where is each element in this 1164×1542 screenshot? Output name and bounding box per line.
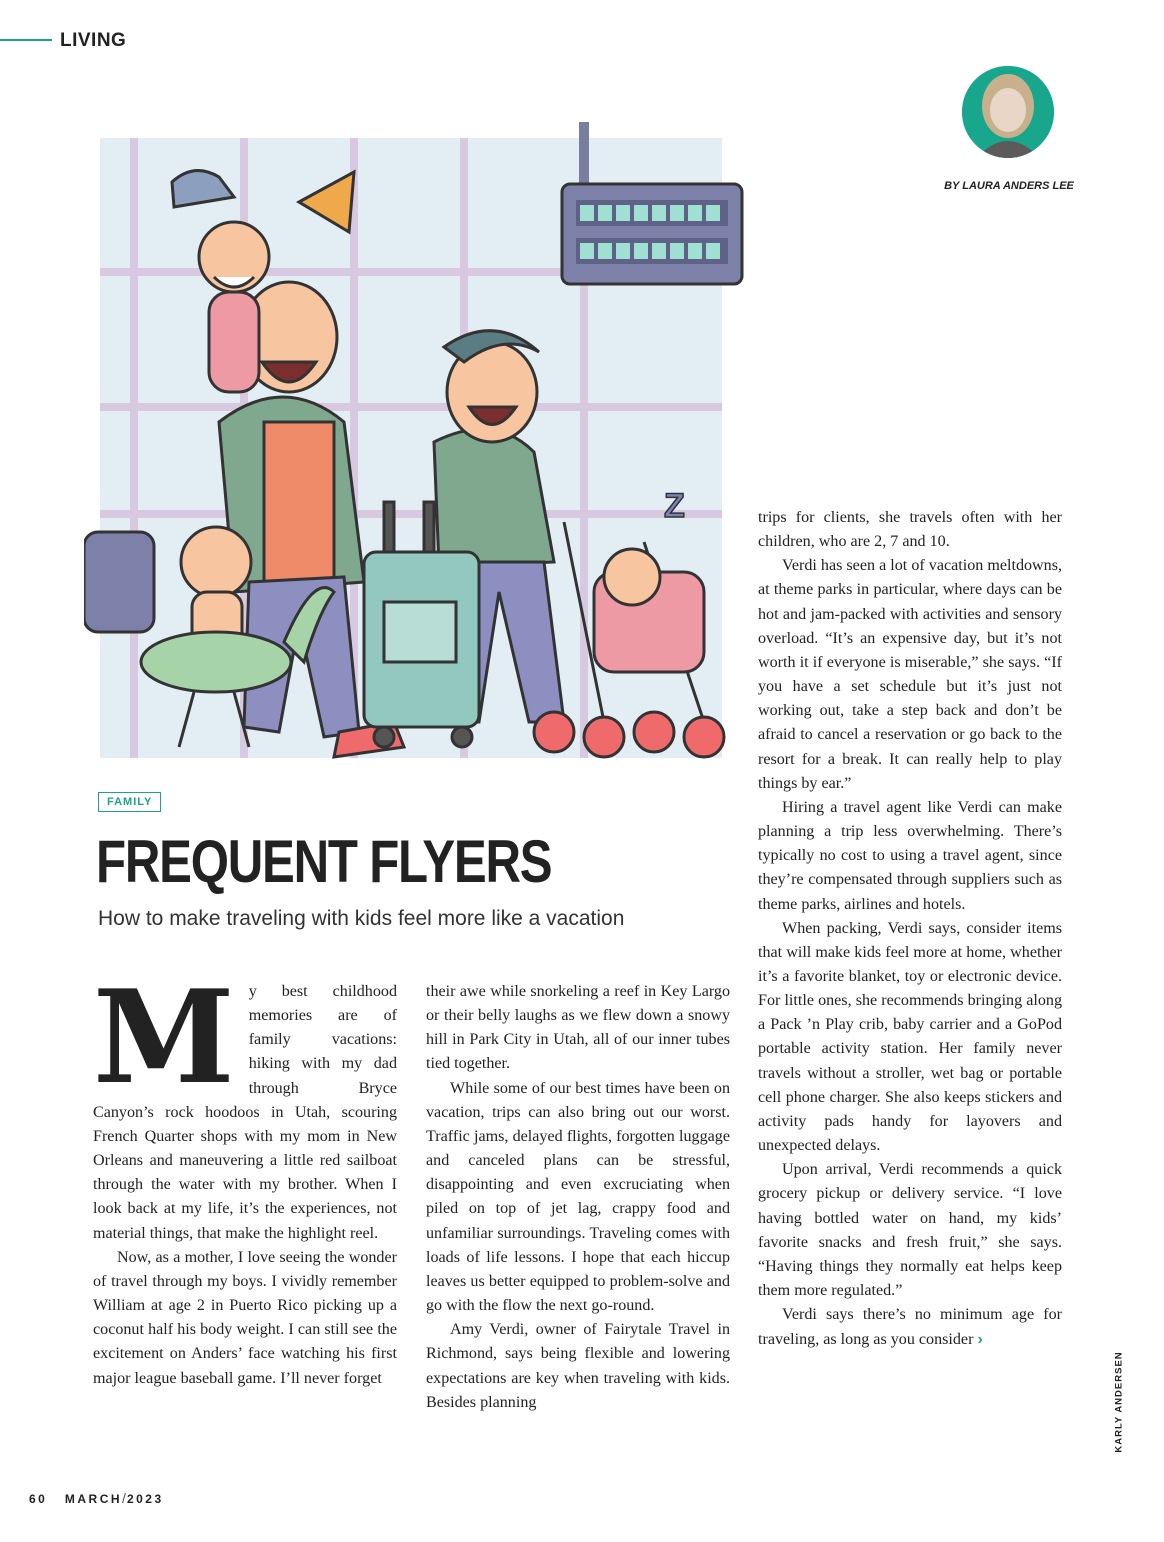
headline: FREQUENT FLYERS [96,828,552,895]
body-column-1 [93,963,397,1391]
backpack-icon [84,532,154,632]
sleep-zzz-icon: Z [664,487,685,525]
paragraph: y best childhood memories are of family vacations: hiking with my dad through Bryce Canyon’s rock hoodoos in Utah, scouring French Quarter shops with my mom in New Orleans and maneuvering a little red sailboat through the water with my brother. When I look back at my life, it’s the experiences, not material things, that make the highlight reel. [93,983,397,1242]
paragraph: When packing, Verdi says, consider items that will make kids feel more at home, whether it’s a favorite blanket, toy or electronic device. For little ones, she recommends bringing along a Pack ’n Play crib, baby carrier and a GoPod portable activity station. Her family never travels without a stroller, wet bag or portable cell phone charger. She also keeps stickers and activity pads handy for layovers and unexpected delays. [758,919,1062,1155]
section-rule [0,39,52,41]
paragraph: Hiring a travel agent like Verdi can make planning a trip less overwhelming. There’s typically no cost to using a travel agent, since they’re compensated through suppliers such as theme parks, airlines and hotels. [758,798,1062,913]
paragraph: trips for clients, she travels often with her children, who are 2, 7 and 10. [758,509,1062,551]
issue-month: MARCH [64,1492,123,1506]
page-number: 60 [29,1492,48,1506]
paragraph-text: Verdi says there’s no minimum age for traveling, as long as you consider [758,1306,1062,1349]
category-tag: FAMILY [98,792,161,812]
page-folio [29,1490,164,1506]
section-label: LIVING [60,30,127,51]
author-avatar [962,66,1054,158]
body-column-2 [426,980,730,1415]
paragraph [758,1303,1062,1352]
paragraph: While some of our best times have been on vacation, trips can also bring out our worst. Traffic jams, delayed flights, forgotten luggage and canceled plans can be stressful, disappointing and even excruciating when piled on top of jet lag, crappy food and unfamiliar surroundings. Traveling comes with loads of life lessons. I hope that each hiccup leaves us better equipped to problem-solve and go with the flow the next go-round. [426,1079,730,1315]
drop-cap: M [93,963,235,1113]
issue-year: 2023 [126,1492,164,1506]
folio-slash: / [122,1490,127,1506]
paragraph: Verdi has seen a lot of vacation meltdowns, at theme parks in particular, where days can be hot and jam-packed with activities and sensory overload. “It’s an expensive day, but it’s not worth it if everyone is miserable,” she says. “If you have a set schedule but it’s just not working out, take a step back and don’t be afraid to cancel a reservation or go back to the resort for a break. It can really help to play things by ear.” [758,557,1062,792]
paragraph: Now, as a mother, I love seeing the wonder of travel through my boys. I vividly remember William at age 2 in Puerto Rico picking up a coconut half his body weight. I can still see the excitement on Anders’ face watching his first major league baseball game. I’ll never forget [93,1248,397,1387]
credit-text: KARLY ANDERSEN [1113,1351,1125,1453]
author-portrait-icon [962,66,1054,158]
illustration-credit [1112,1347,1126,1457]
body-column-3 [758,506,1062,1352]
byline: BY LAURA ANDERS LEE [944,180,1074,192]
paragraph: their awe while snorkeling a reef in Key Largo or their belly laughs as we flew down a snowy hill in Park City in Utah, all of our inner tubes tied together. [426,983,730,1073]
continue-arrow-icon: › [977,1330,983,1349]
subheadline: How to make traveling with kids feel more like a vacation [98,907,625,930]
family-travel-illustration [84,122,744,772]
paragraph: Amy Verdi, owner of Fairytale Travel in Richmond, says being flexible and lowering expectations are key when traveling with kids. Besides planning [426,1321,730,1411]
paragraph: Upon arrival, Verdi recommends a quick grocery pickup or delivery service. “I love having bottled water on hand, my kids’ favorite snacks and fresh fruit,” she says. “Having things they normally eat helps keep them more regulated.” [758,1161,1062,1299]
